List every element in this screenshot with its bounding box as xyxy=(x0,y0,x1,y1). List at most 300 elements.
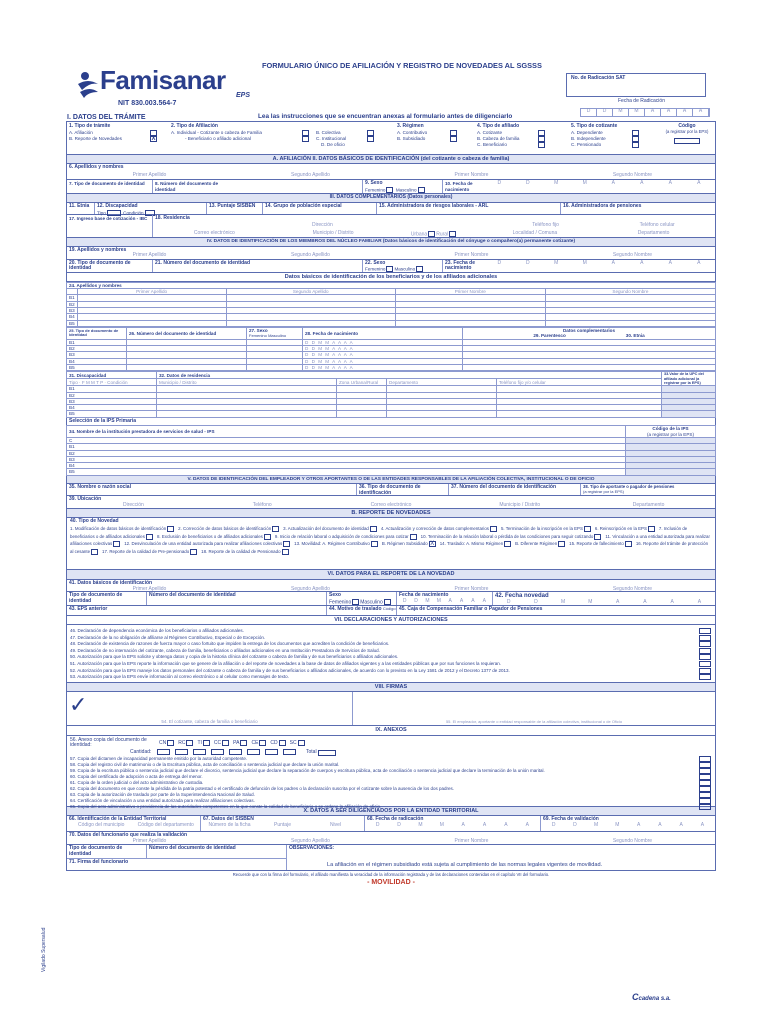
rep-fem-checkbox[interactable] xyxy=(352,599,359,605)
afiliacion-individual: A. Individual - Cotizante o cabeza de Familia xyxy=(171,129,262,135)
benef-etnia: 30. Etnia xyxy=(625,333,645,339)
num-doc-field[interactable] xyxy=(153,180,363,193)
ips-row-label[interactable]: B2 xyxy=(67,450,626,456)
section-b-title: B. REPORTE DE NOVEDADES xyxy=(66,509,716,518)
date-cell[interactable]: A xyxy=(679,821,683,828)
declaracion-text: 53. Autorización para que la EPS envíe información al correo electrónico o al celular como mensajes de texto. xyxy=(70,674,289,680)
ubicacion-field[interactable] xyxy=(67,496,715,508)
ips-row-label[interactable]: B5 xyxy=(67,469,626,475)
func-segundo-apellido-hint: Segundo Apellido xyxy=(291,837,330,844)
novedad-checkbox[interactable] xyxy=(504,541,511,547)
date-cell[interactable]: A xyxy=(697,598,702,605)
declaracion-checkbox[interactable] xyxy=(699,628,711,634)
apellidos-nombres-field[interactable] xyxy=(67,164,715,179)
nit: NIT 830.003.564-7 xyxy=(118,100,177,107)
tipo-aportante-label: 38. Tipo de aportante o pagador de pensiones xyxy=(583,484,675,490)
novedad-checkbox[interactable] xyxy=(584,526,591,532)
date-cell[interactable]: A xyxy=(611,180,615,187)
emp-departamento-hint: Departamento xyxy=(632,501,665,508)
date-cell[interactable]: M xyxy=(554,180,559,187)
novedad-checkbox[interactable] xyxy=(113,541,120,547)
table-cell[interactable] xyxy=(337,411,387,417)
brand-name: Famisanar xyxy=(100,65,226,95)
row-label: B4 xyxy=(67,405,157,411)
conyuge-sexo-label: 22. Sexo xyxy=(365,259,386,266)
grupo-poblacion-field[interactable]: 14. Grupo de población especial xyxy=(263,203,377,214)
sisben-puntaje: Puntaje xyxy=(274,821,291,828)
fecha-radicacion-t-label: 68. Fecha de radicación xyxy=(367,816,424,823)
cadena-c-icon: C xyxy=(632,992,639,1002)
sexo-masculino: Masculino xyxy=(395,187,417,193)
localidad-hint: Localidad / Comuna xyxy=(512,230,558,237)
ips-row-label[interactable]: C xyxy=(67,437,626,443)
novedad-checkbox[interactable] xyxy=(190,549,197,555)
func-primer-apellido-hint: Primer Apellido xyxy=(132,837,167,844)
emp-direccion-hint: Dirección xyxy=(122,501,144,508)
date-cell[interactable]: M xyxy=(582,180,587,187)
doc-type-checkbox[interactable] xyxy=(203,740,210,746)
caja-compensacion-field[interactable]: 45. Caja de Compensación Familiar o Pagador de Pensiones xyxy=(399,605,543,612)
date-cell[interactable]: A xyxy=(636,821,641,828)
date-cell[interactable]: A xyxy=(697,259,701,266)
anexo-copia-label: 56. Anexo copia del documento de identidad: xyxy=(70,736,147,749)
declaracion-row xyxy=(70,674,712,681)
tipo-aportante-field[interactable] xyxy=(581,484,715,495)
date-cell[interactable]: M xyxy=(582,259,587,266)
firma-cotizante-field[interactable] xyxy=(67,692,353,725)
tramite-novedades-checkbox[interactable]: X xyxy=(151,135,156,142)
table-cell[interactable] xyxy=(395,320,545,326)
firma-funcionario-field[interactable]: 71. Firma del funcionario xyxy=(67,859,287,870)
novedad-label: 7. Inclusión de beneficiarios o de afiliados adicionales xyxy=(70,526,688,539)
declaracion-text: 52. Autorización para que la EPS maneje los datos personales del cotizante o cabeza de familia y de sus beneficiarios o afiliados adicionales, de acuerdo con lo previsto en la Ley 1581 de 2012 y el Decreto 1377 de 2013. xyxy=(70,667,510,673)
doc-type-checkbox[interactable] xyxy=(240,740,247,746)
novedad-label: 12. Desvinculación de una entidad autorizada para realizar afiliaciones colectivas xyxy=(124,541,283,547)
conyuge-fem-checkbox[interactable] xyxy=(386,266,393,272)
firma-cotizante-label: 54. El cotizante, cabeza de familia o beneficiario xyxy=(161,719,258,725)
rep-masc: Masculino xyxy=(360,598,383,605)
num-doc-label: 8. Número del documento de identidad xyxy=(155,181,219,192)
entidad-territorial-field[interactable] xyxy=(67,816,201,831)
afiliacion-colectiva: B. Colectiva xyxy=(316,129,341,135)
cod-municipio: Código del municipio xyxy=(78,821,125,828)
date-cell[interactable]: M xyxy=(439,821,444,828)
novedad-checkbox[interactable] xyxy=(625,541,632,547)
benef-complementarios-header xyxy=(463,327,716,339)
radicacion-label: No. de Radicación SAT xyxy=(571,75,626,81)
funcionario-field[interactable] xyxy=(67,832,715,844)
benef-zona-sub: Zona Urbana/Rural xyxy=(337,379,387,386)
novedad-checkbox[interactable] xyxy=(91,549,98,555)
date-cell[interactable]: M xyxy=(613,109,629,116)
date-cell[interactable]: A xyxy=(615,598,620,605)
cotizante-independiente: B. Independiente xyxy=(571,135,606,141)
urbana-checkbox[interactable] xyxy=(428,231,435,237)
declaracion-checkbox[interactable] xyxy=(699,668,711,674)
cantidad-box[interactable] xyxy=(265,749,278,755)
date-cell[interactable]: M xyxy=(418,821,423,828)
novedad-checkbox[interactable] xyxy=(370,526,377,532)
table-cell[interactable] xyxy=(387,411,497,417)
row-label: B2 xyxy=(67,346,127,352)
table-row xyxy=(67,411,716,417)
doc-type-label: TI xyxy=(197,740,202,747)
doc-type-checkbox[interactable] xyxy=(186,740,193,746)
benef-residencia-label: 32. Datos de residencia xyxy=(157,372,662,379)
cantidad-box[interactable] xyxy=(229,749,242,755)
vigilado-side-label: Vigilado Supersalud xyxy=(41,927,47,972)
correo-hint: Correo electrónico xyxy=(193,230,235,237)
novedad-checkbox[interactable] xyxy=(282,549,289,555)
conyuge-fecha-field[interactable] xyxy=(443,260,715,272)
cantidad-boxes xyxy=(156,749,300,756)
doc-type-checkbox[interactable] xyxy=(298,740,305,746)
declaracion-row xyxy=(70,668,712,675)
cantidad-box[interactable] xyxy=(283,749,296,755)
date-cell[interactable]: A xyxy=(525,821,529,828)
discapacidad-label: 12. Discapacidad xyxy=(97,203,138,210)
rural-checkbox[interactable] xyxy=(449,231,456,237)
declaracion-checkbox[interactable] xyxy=(699,661,711,667)
fecha-radicacion-field[interactable] xyxy=(365,816,541,831)
novedad-checkbox[interactable]: X xyxy=(430,541,435,548)
date-cell[interactable]: D xyxy=(597,109,613,116)
anexo-text: 62. Copia del documento en que conste la pérdida de la patria potestad o el certificado de defunción de los padres o la declaración suscrita por el cotizante sobre la ausencia de los dos padres. xyxy=(70,786,454,792)
novedad-label: 16. Reporte del trámite de protección al cesante xyxy=(70,541,709,554)
fecha-radicacion-label: Fecha de Radicación xyxy=(618,98,665,104)
conyuge-femenino: Femenino xyxy=(365,266,386,272)
date-cell[interactable]: A xyxy=(640,259,644,266)
date-cell[interactable]: M xyxy=(425,597,430,604)
doc-type-checkbox[interactable] xyxy=(279,740,286,746)
empleador-num-doc-field[interactable]: 37. Número del documento de identificación xyxy=(449,484,581,495)
sisben-ficha: Número de la ficha xyxy=(208,821,251,828)
date-cell[interactable]: D xyxy=(497,259,502,266)
ips-row-label[interactable]: B3 xyxy=(67,456,626,462)
novedad-checkbox[interactable] xyxy=(283,541,290,547)
tipo-doc-field[interactable] xyxy=(67,180,153,193)
date-cell[interactable]: A xyxy=(459,597,464,604)
row-label: B1 xyxy=(67,295,78,301)
beneficiarios-ident-table xyxy=(66,327,716,371)
table-row xyxy=(67,364,716,370)
date-cell[interactable]: D xyxy=(497,180,502,187)
declaracion-row xyxy=(70,648,712,655)
benef-complementarios: Datos complementarios xyxy=(562,328,616,334)
anexo-text: 58. Copia del registro civil de matrimonio o de la Escritura pública, acta de conciliación o sentencia judicial que declare la unión marital. xyxy=(70,762,340,768)
table-cell[interactable]: D D M M A A A A xyxy=(303,358,463,364)
date-cell[interactable]: A xyxy=(482,821,487,828)
novedad-checkbox[interactable] xyxy=(272,526,279,532)
tipo-afiliado xyxy=(477,124,557,148)
residencia-field[interactable] xyxy=(153,215,715,237)
benef-col-header: Segundo Apellido xyxy=(226,289,395,295)
reporte-datos-field[interactable] xyxy=(67,580,715,591)
date-cell[interactable]: D xyxy=(581,109,597,116)
date-cell[interactable]: A xyxy=(471,597,475,604)
section-vi-title: VI. DATOS PARA EL REPORTE DE LA NOVEDAD xyxy=(66,570,716,579)
date-cell[interactable]: A xyxy=(670,598,674,605)
regimen xyxy=(397,124,469,142)
benef-num-doc-label: 26. Número del documento de identidad xyxy=(127,327,247,339)
table-cell[interactable] xyxy=(77,320,226,326)
benef-tipo-doc-label: 25. Tipo de documento de identidad xyxy=(67,327,127,339)
table-cell[interactable]: D D M M A A A A xyxy=(303,364,463,370)
date-cell[interactable]: A xyxy=(658,821,662,828)
novedad-checkbox[interactable] xyxy=(558,541,565,547)
table-cell[interactable]: D D M M A A A A xyxy=(303,352,463,358)
anexo-copia-row xyxy=(70,738,712,750)
declaracion-text: 47. Declaración de la no obligación de afiliarse al Régimen Contributivo, Especial o de Excepción. xyxy=(70,634,266,640)
regimen-subsidiado-checkbox[interactable] xyxy=(450,136,457,142)
rep-fecha-nac[interactable] xyxy=(397,592,493,605)
date-cell[interactable]: A xyxy=(693,109,709,116)
novedad-label: 5. Terminación de la inscripción en la EPS xyxy=(500,526,583,532)
ibc-label: 17. Ingreso base de cotización - IBC xyxy=(69,216,148,222)
conyuge-num-doc-field[interactable]: 21. Número del documento de identidad xyxy=(153,260,363,272)
benef-sexo-header xyxy=(247,327,303,339)
novedad-label: 10. Terminación de la relación laboral o pérdida de las condiciones para seguir cotizando xyxy=(420,533,594,539)
ips-row-label[interactable]: B1 xyxy=(67,444,626,450)
fecha-nac-field[interactable] xyxy=(443,180,715,193)
cantidad-box[interactable] xyxy=(247,749,260,755)
doc-type-checkbox[interactable] xyxy=(259,740,266,746)
anexo-text: 59. Copia de la escritura pública o sentencia judicial que declare el divorcio, sentencia judicial que declare la separación de cuerpos y escritura pública, acta de conciliación o sentencia judicial que declare la terminación de la unión marital. xyxy=(70,768,545,774)
novedad-label: 9. Inicio de relación laboral o adquisición de condiciones para cotizar xyxy=(274,533,409,539)
date-cell[interactable]: M xyxy=(436,597,441,604)
table-cell[interactable]: D D M M A A A A xyxy=(303,346,463,352)
declaracion-checkbox[interactable] xyxy=(699,674,711,680)
cantidad-row xyxy=(130,749,712,756)
date-cell[interactable]: M xyxy=(588,598,593,605)
date-cell[interactable]: D xyxy=(525,180,530,187)
puntaje-sisben-field[interactable]: 13. Puntaje SISBEN xyxy=(207,203,263,214)
novedad-label: B. Régimen Subsidiado xyxy=(381,541,428,547)
date-cell[interactable]: A xyxy=(668,259,672,266)
novedad-label: 18. Reporte de la calidad de Pensionado xyxy=(201,548,281,554)
movilidad-label: - MOVILIDAD - xyxy=(367,878,415,886)
table-cell[interactable] xyxy=(545,320,715,326)
anexo-text: 64. Certificación de vinculación a una entidad autorizada para realizar afiliaciones colectivas. xyxy=(70,798,255,804)
tramite-block xyxy=(66,121,716,155)
novedad-checkbox[interactable] xyxy=(371,541,378,547)
rep-fem: Femenino xyxy=(329,598,352,605)
anexos-list xyxy=(70,756,712,810)
codigo-label: Código xyxy=(678,123,696,129)
firma-empleador-label: 55. El empleador, aportante o entidad responsable de la afiliación colectiva, institucional o de Oficio xyxy=(445,718,623,724)
date-cell[interactable]: M xyxy=(629,109,645,116)
motivo-traslado-field[interactable] xyxy=(327,606,397,615)
novedad-checkbox[interactable] xyxy=(264,534,271,540)
date-cell[interactable]: A xyxy=(482,597,486,604)
fecha-validacion-label: 69. Fecha de validación xyxy=(543,816,599,823)
rep-num-doc-field[interactable]: Número del documento de identidad xyxy=(147,592,327,605)
novedad-checkbox[interactable] xyxy=(594,534,601,540)
conyuge-apellidos-label: 19. Apellidos y nombres xyxy=(69,246,127,253)
date-cell[interactable]: D xyxy=(525,259,530,266)
date-cell[interactable]: A xyxy=(700,821,705,828)
benef-fecha-label: 28. Fecha de nacimiento xyxy=(303,327,463,339)
table-cell[interactable] xyxy=(226,320,395,326)
ips-codigo-cell[interactable] xyxy=(626,469,716,475)
novedad-checkbox[interactable] xyxy=(490,526,497,532)
date-cell[interactable]: D xyxy=(375,821,380,828)
date-cell[interactable]: D xyxy=(506,598,511,605)
conyuge-sexo xyxy=(363,260,443,272)
ips-nombre-label: 34. Nombre de la institución prestadora de servicios de salud - IPS xyxy=(67,426,626,438)
novedad-checkbox[interactable] xyxy=(648,526,655,532)
conyuge-tipo-doc-field[interactable]: 20. Tipo de documento de identidad xyxy=(67,260,153,272)
table-cell[interactable] xyxy=(247,364,303,370)
date-cell[interactable]: M xyxy=(615,821,620,828)
etnia-field[interactable]: 11. Etnia xyxy=(67,203,95,214)
disc-tipo-sub: Tipo xyxy=(69,379,78,385)
date-cell[interactable]: A xyxy=(611,259,615,266)
date-cell[interactable]: A xyxy=(643,598,647,605)
zona-urbana: Urbana xyxy=(410,230,428,237)
anexos-block xyxy=(66,736,716,810)
empleador-nombre-field[interactable]: 35. Nombre o razón social xyxy=(67,484,357,495)
declaracion-row xyxy=(70,635,712,642)
benef-departamento-sub: Departamento xyxy=(387,379,497,386)
doc-type-checkbox[interactable] xyxy=(167,740,174,746)
date-cell[interactable]: A xyxy=(448,597,452,604)
table-cell[interactable] xyxy=(127,364,247,370)
date-cell[interactable]: A xyxy=(461,821,465,828)
row-label: B4 xyxy=(67,314,78,320)
benef-apellidos-label: 24. Apellidos y nombres xyxy=(67,282,716,288)
func-tipo-doc-field[interactable]: Tipo de documento de identidad xyxy=(67,845,147,858)
radicacion-box xyxy=(566,73,706,97)
afiliado-beneficiario-checkbox[interactable] xyxy=(538,142,545,148)
checkmark-icon: ✓ xyxy=(69,692,88,718)
disc-condicion-sub: Condición xyxy=(107,379,128,385)
section-tramite-title: I. DATOS DEL TRÁMITE xyxy=(67,114,146,121)
ips-codigo-sub: (a registrar por la EPS) xyxy=(647,431,694,437)
novedad-label: 1. Modificación de datos básicos de identificación xyxy=(70,526,167,532)
declaracion-checkbox[interactable] xyxy=(699,635,711,641)
fecha-novedad[interactable] xyxy=(493,592,715,605)
date-cell[interactable]: A xyxy=(677,109,693,116)
codigo-field[interactable] xyxy=(674,138,700,144)
table-cell[interactable] xyxy=(497,411,662,417)
section-vii-title: VII. DECLARACIONES Y AUTORIZACIONES xyxy=(66,616,716,625)
municipio-hint: Municipio / Distrito xyxy=(312,230,354,237)
benef-parentesco: 29. Parentesco xyxy=(533,333,566,339)
date-cell[interactable]: A xyxy=(661,109,677,116)
cantidad-box[interactable] xyxy=(193,749,206,755)
benef-col-header: Primer Apellido xyxy=(77,289,226,295)
anexo-text: 63. Copia de la autorización de traslado por parte de la Superintendencia Nacional de Salud. xyxy=(70,792,255,798)
table-cell[interactable] xyxy=(157,411,337,417)
doc-type-label: SC xyxy=(289,740,297,747)
row-label: B3 xyxy=(67,308,78,314)
novedad-checkbox[interactable] xyxy=(167,526,174,532)
declaracion-checkbox[interactable] xyxy=(699,648,711,654)
conyuge-apellidos-field[interactable] xyxy=(67,247,715,259)
empleador-tipo-doc-field[interactable]: 36. Tipo de documento de identificación xyxy=(357,484,449,495)
femenino-checkbox[interactable] xyxy=(386,187,393,193)
novedad-checkbox[interactable] xyxy=(410,534,417,540)
cantidad-box[interactable] xyxy=(175,749,188,755)
section-ix-title: IX. ANEXOS xyxy=(66,726,716,735)
datos-sisben-field[interactable] xyxy=(201,816,365,831)
table-cell[interactable] xyxy=(463,364,716,370)
rep-masc-checkbox[interactable] xyxy=(384,599,391,605)
table-cell[interactable] xyxy=(662,411,716,417)
date-cell[interactable]: M xyxy=(554,259,559,266)
ibc-field[interactable] xyxy=(67,215,153,237)
doc-type-label: RC xyxy=(178,740,186,747)
benef-discapacidad-label: 31. Discapacidad xyxy=(67,372,157,379)
func-num-doc-field[interactable]: Número del documento de identidad xyxy=(147,845,287,858)
observaciones-field[interactable] xyxy=(287,845,715,870)
novedad-label: 13. Movilidad: A. Régimen Contributivo xyxy=(294,541,370,547)
cantidad-box[interactable] xyxy=(157,749,170,755)
emp-municipio-hint: Municipio / Distrito xyxy=(499,501,541,508)
date-cell[interactable]: D xyxy=(551,821,556,828)
doc-type-checkbox[interactable] xyxy=(222,740,229,746)
declaracion-row xyxy=(70,628,712,635)
fecha-novedad-label: 42. Fecha novedad xyxy=(495,592,549,599)
segundo-nombre-hint: Segundo Nombre xyxy=(612,172,653,179)
codigo-block xyxy=(659,124,715,144)
date-cell[interactable]: D xyxy=(573,821,577,828)
date-cell[interactable]: A xyxy=(697,180,701,187)
total-box[interactable] xyxy=(318,750,336,756)
conyuge-primer-apellido-hint: Primer Apellido xyxy=(132,252,167,259)
pensiones-field[interactable]: 16. Administradora de pensiones xyxy=(563,203,642,210)
masculino-checkbox[interactable] xyxy=(418,187,425,193)
rep-fecha-nac-grid xyxy=(399,599,490,605)
cotizante-pensionado-checkbox[interactable] xyxy=(632,142,639,148)
conyuge-masc-checkbox[interactable] xyxy=(416,266,423,272)
doc-type-label: CE xyxy=(251,740,259,747)
rep-fecha-nac-label: Fecha de nacimiento xyxy=(399,591,449,598)
ips-row-label[interactable]: B4 xyxy=(67,463,626,469)
anexo-text: 61. Copia de la orden judicial o del acto administrativo de custodia. xyxy=(70,780,204,786)
date-cell[interactable]: M xyxy=(594,821,599,828)
rep-segundo-nombre-hint: Segundo Nombre xyxy=(612,585,653,592)
date-cell[interactable]: A xyxy=(668,180,672,187)
rep-tipo-doc-field[interactable]: Tipo de documento de identidad xyxy=(67,592,147,605)
declaracion-checkbox[interactable] xyxy=(699,654,711,660)
date-cell[interactable]: M xyxy=(561,598,566,605)
row-label: B2 xyxy=(67,301,78,307)
table-cell[interactable]: D D M M A A A A xyxy=(303,339,463,345)
eps-anterior-field[interactable]: 43. EPS anterior xyxy=(67,606,327,615)
fecha-validacion-field[interactable] xyxy=(541,816,715,831)
date-cell[interactable]: A xyxy=(640,180,644,187)
novedad-checkbox[interactable] xyxy=(146,534,153,540)
brand-eps: EPS xyxy=(236,92,251,99)
date-cell[interactable]: D xyxy=(414,597,418,604)
disc-condicion: Condición xyxy=(123,210,144,216)
cantidad-box[interactable] xyxy=(211,749,224,755)
date-cell[interactable]: D xyxy=(534,598,538,605)
firma-empleador-field[interactable] xyxy=(353,692,715,725)
date-cell[interactable]: A xyxy=(645,109,661,116)
declaracion-row xyxy=(70,661,712,668)
zona-rural: Rural xyxy=(436,230,449,237)
date-cell[interactable]: D xyxy=(402,597,407,604)
declaracion-checkbox[interactable] xyxy=(699,641,711,647)
date-cell[interactable]: A xyxy=(504,821,508,828)
footer-note: Recuerde que con la firma del formulario, el afiliado manifiesta la veracidad de la información registrada y de las declaraciones contenidas en el capítulo VII del formulario. xyxy=(232,872,550,878)
arl-field[interactable]: 15. Administradora de riesgos laborales - ARL xyxy=(377,203,561,214)
date-cell[interactable]: D xyxy=(397,821,401,828)
anexo-checkbox[interactable] xyxy=(699,804,711,810)
